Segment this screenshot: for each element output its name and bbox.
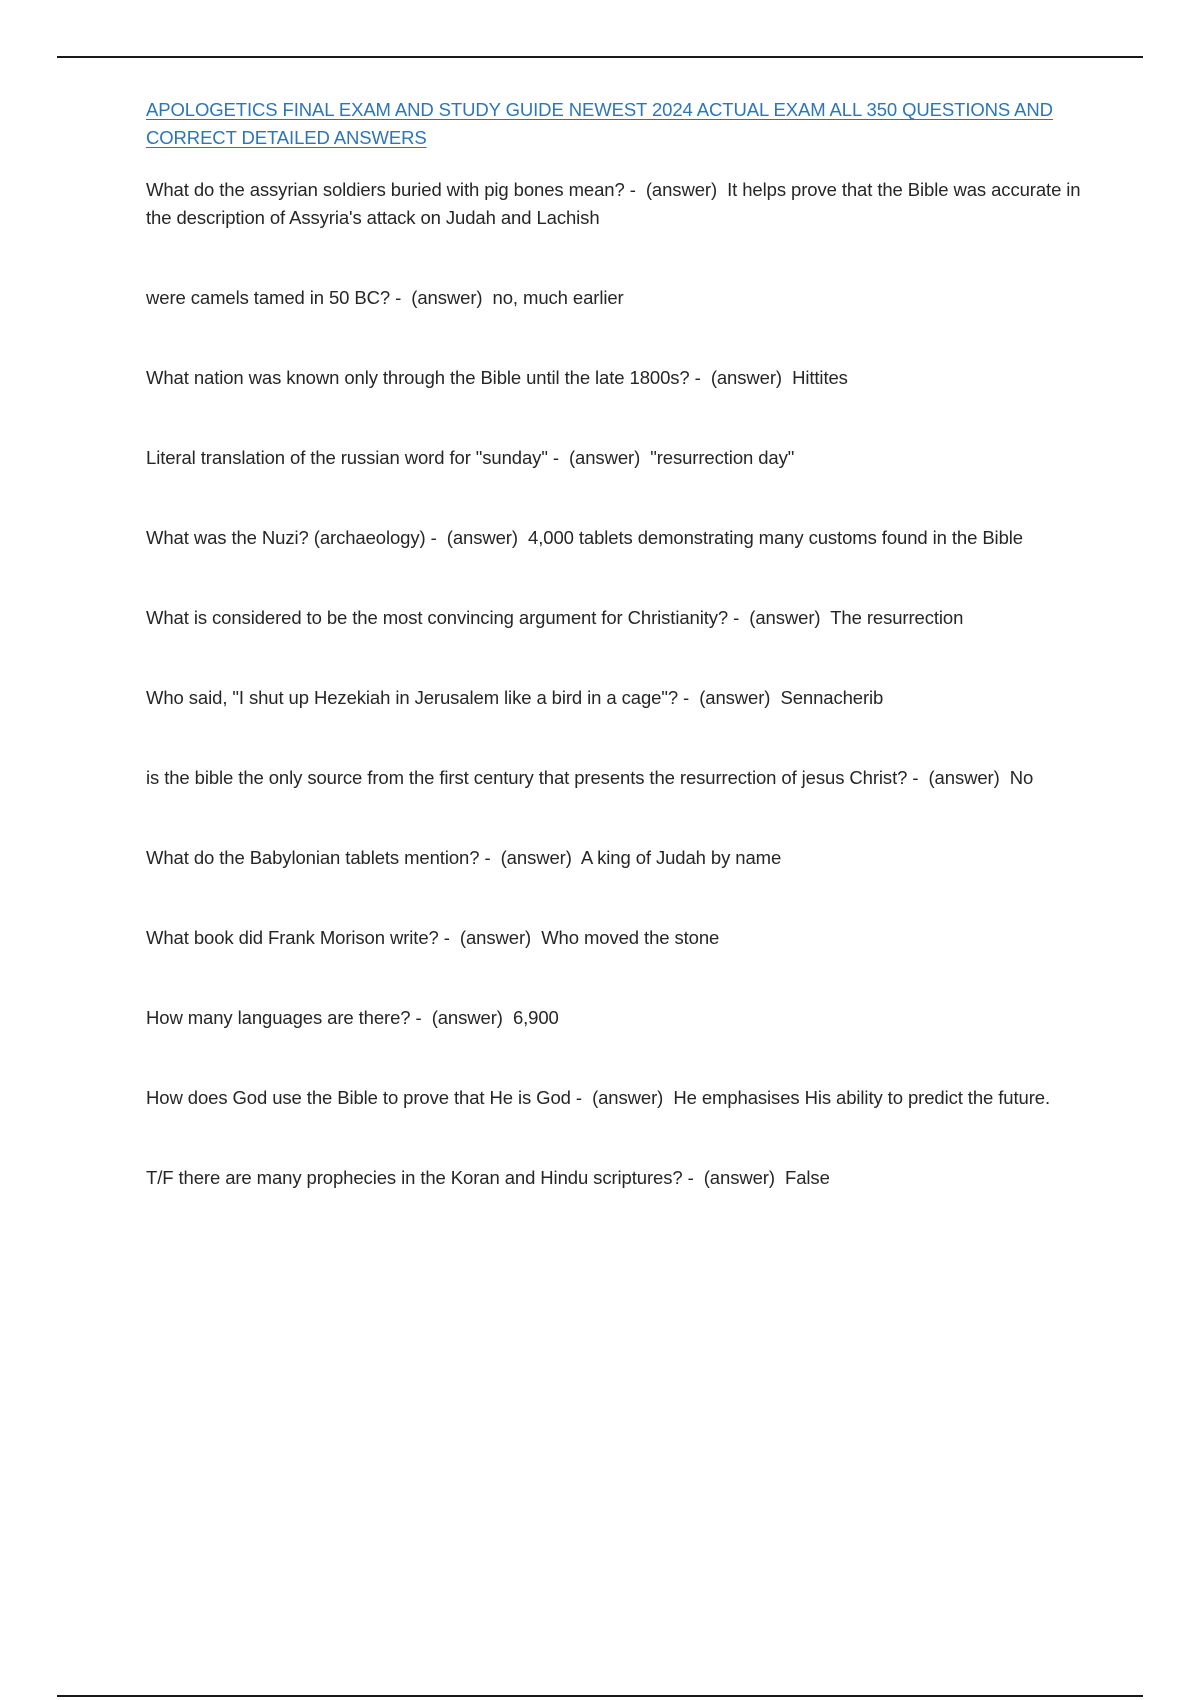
qa-item (146, 176, 1096, 232)
answer-text: It helps prove that the Bible was accurate in the description of Assyria's attack on Judah and Lachish (146, 179, 1081, 228)
answer-text: The resurrection (830, 607, 964, 628)
qa-item (146, 844, 1096, 872)
answer-marker: (answer) (411, 287, 483, 308)
question-text: T/F there are many prophecies in the Koran and Hindu scriptures? - (146, 1167, 694, 1188)
answer-text: He emphasises His ability to predict the future. (673, 1087, 1051, 1108)
question-text: How many languages are there? - (146, 1007, 422, 1028)
question-text: Who said, "I shut up Hezekiah in Jerusalem like a bird in a cage"? - (146, 687, 690, 708)
answer-text: Who moved the stone (541, 927, 720, 948)
top-rule (57, 56, 1143, 58)
qa-item (146, 764, 1096, 792)
document-title[interactable]: APOLOGETICS FINAL EXAM AND STUDY GUIDE NEWEST 2024 ACTUAL EXAM ALL 350 QUESTIONS AND CORRECT DETAILED ANSWERS (146, 99, 1053, 148)
answer-marker: (answer) (431, 1007, 503, 1028)
answer-marker: (answer) (703, 1167, 775, 1188)
answer-marker: (answer) (568, 447, 641, 468)
answer-text: Hittites (792, 367, 848, 388)
qa-item (146, 364, 1096, 392)
qa-list (146, 176, 1096, 1192)
answer-marker: (answer) (749, 607, 821, 628)
answer-text: No (1009, 767, 1034, 788)
qa-item (146, 524, 1096, 552)
answer-text: 4,000 tablets demonstrating many customs found in the Bible (528, 527, 1023, 548)
qa-item (146, 1084, 1096, 1112)
answer-marker: (answer) (459, 927, 532, 948)
answer-text: "resurrection day" (650, 447, 795, 468)
document-body (146, 96, 1096, 1192)
answer-marker: (answer) (500, 847, 572, 868)
question-text: What do the Babylonian tablets mention? - (146, 847, 491, 868)
answer-text: Sennacherib (780, 687, 884, 708)
answer-marker: (answer) (928, 767, 1000, 788)
answer-marker: (answer) (699, 687, 771, 708)
answer-marker: (answer) (645, 179, 718, 200)
qa-item (146, 684, 1096, 712)
qa-item (146, 444, 1096, 472)
question-text: Literal translation of the russian word for "sunday" - (146, 447, 559, 468)
qa-item (146, 924, 1096, 952)
answer-marker: (answer) (592, 1087, 664, 1108)
qa-item (146, 604, 1096, 632)
qa-item (146, 1004, 1096, 1032)
question-text: is the bible the only source from the first century that presents the resurrection of jesus Christ? - (146, 767, 919, 788)
answer-text: 6,900 (512, 1007, 559, 1028)
answer-text: A king of Judah by name (580, 847, 782, 868)
answer-marker: (answer) (446, 527, 518, 548)
question-text: were camels tamed in 50 BC? - (146, 287, 402, 308)
answer-text: no, much earlier (492, 287, 624, 308)
question-text: How does God use the Bible to prove that He is God - (146, 1087, 582, 1108)
question-text: What book did Frank Morison write? - (146, 927, 450, 948)
bottom-rule (57, 1695, 1143, 1697)
answer-marker: (answer) (710, 367, 782, 388)
qa-item (146, 1164, 1096, 1192)
answer-text: False (785, 1167, 830, 1188)
question-text: What is considered to be the most convincing argument for Christianity? - (146, 607, 740, 628)
question-text: What nation was known only through the Bible until the late 1800s? - (146, 367, 701, 388)
qa-item (146, 284, 1096, 312)
question-text: What do the assyrian soldiers buried with pig bones mean? - (146, 179, 636, 200)
question-text: What was the Nuzi? (archaeology) - (146, 527, 437, 548)
